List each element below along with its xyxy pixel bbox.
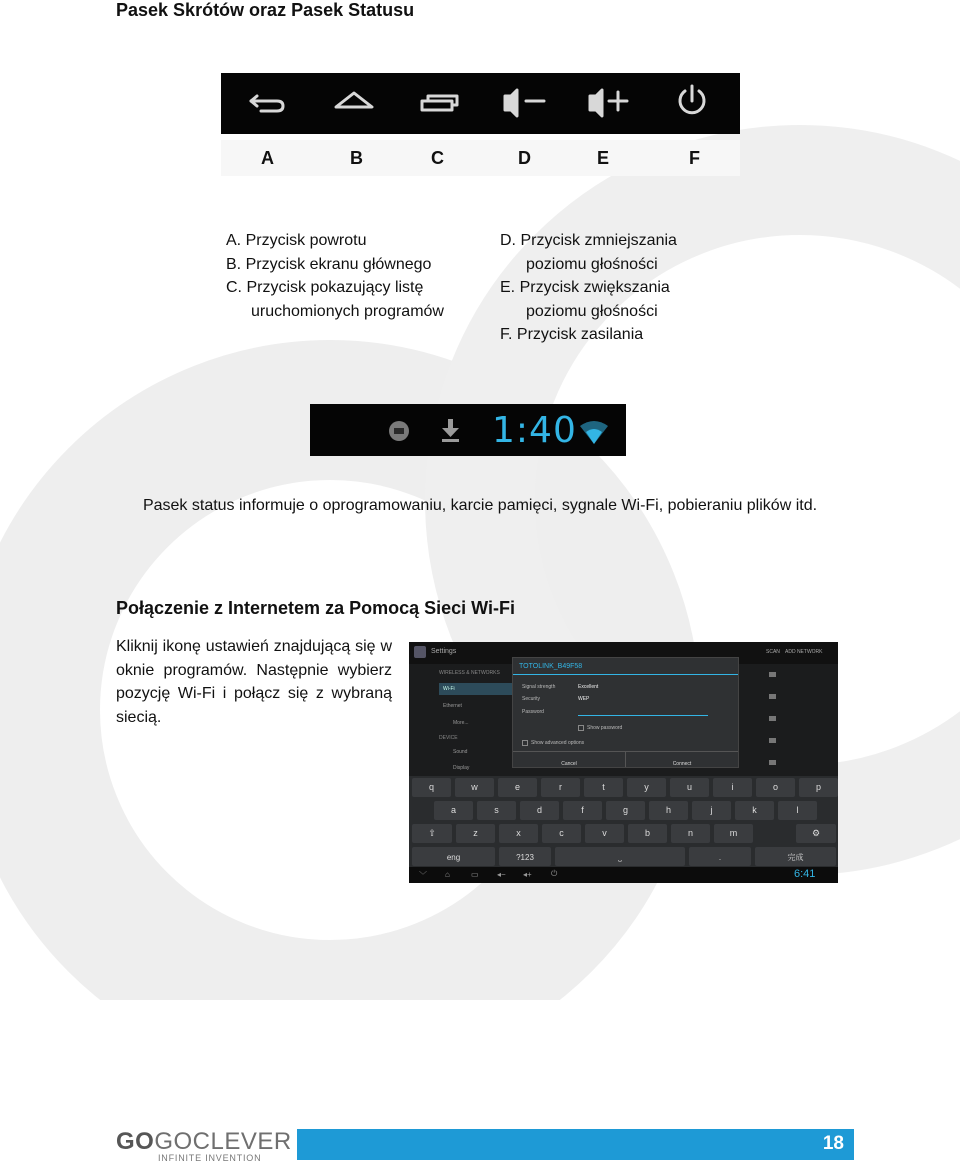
system-clock: 6:41 xyxy=(794,868,816,880)
letter-e: E xyxy=(597,148,610,168)
wifi-signal-icon xyxy=(769,716,776,721)
legend-item-d-cont: poziomu głośności xyxy=(526,255,658,273)
settings-sidebar xyxy=(439,670,521,773)
show-password-checkbox[interactable] xyxy=(578,725,584,731)
show-advanced-checkbox[interactable] xyxy=(522,740,528,746)
keyboard-hide-icon[interactable]: ﹀ xyxy=(419,871,427,880)
status-clock: 1:40 xyxy=(492,410,577,451)
sidebar-item-ethernet[interactable]: Ethernet xyxy=(443,703,462,709)
legend-item-a: A. Przycisk powrotu xyxy=(226,232,367,249)
volume-down-icon xyxy=(505,90,544,116)
wifi-connect-dialog xyxy=(512,657,739,768)
show-password-label: Show password xyxy=(587,725,623,731)
dialog-title-divider xyxy=(513,674,738,675)
key-k[interactable]: k xyxy=(735,801,774,820)
space-key[interactable]: ⎵ xyxy=(555,847,685,866)
letter-a: A xyxy=(261,148,274,168)
download-icon xyxy=(442,419,459,442)
wifi-icon xyxy=(580,421,608,444)
sidebar-item-display[interactable]: Display xyxy=(453,765,470,771)
legend-item-c-cont: uruchomionych programów xyxy=(251,302,444,320)
scan-action[interactable]: SCAN xyxy=(766,649,780,655)
letter-d: D xyxy=(518,148,531,168)
legend-item-e: E. Przycisk zwiększania xyxy=(500,279,670,296)
legend-item-e-cont: poziomu głośności xyxy=(526,302,658,320)
home-icon xyxy=(336,93,372,107)
section-heading-wifi: Połączenie z Internetem za Pomocą Sieci Wi-Fi xyxy=(116,598,515,618)
on-screen-keyboard xyxy=(409,776,838,867)
sidebar-item-wifi[interactable]: Wi-Fi xyxy=(439,683,521,695)
recent-apps-icon xyxy=(422,96,457,110)
cancel-button[interactable]: Cancel xyxy=(513,752,626,767)
system-bar xyxy=(409,867,838,883)
key-b[interactable]: b xyxy=(628,824,667,843)
key-a[interactable]: a xyxy=(434,801,473,820)
key-m[interactable]: m xyxy=(714,824,753,843)
key-q[interactable]: q xyxy=(412,778,451,797)
legend-item-d: D. Przycisk zmniejszania xyxy=(500,232,677,249)
key-x[interactable]: x xyxy=(499,824,538,843)
wifi-settings-screenshot xyxy=(409,642,838,883)
button-letter-labels xyxy=(221,140,740,176)
key-g[interactable]: g xyxy=(606,801,645,820)
signal-strength-value: Excellent xyxy=(578,684,599,690)
lang-key[interactable]: eng xyxy=(412,847,495,866)
key-s[interactable]: s xyxy=(477,801,516,820)
volume-up-icon[interactable]: ◂+ xyxy=(523,870,532,879)
key-z[interactable]: z xyxy=(456,824,495,843)
key-r[interactable]: r xyxy=(541,778,580,797)
wifi-signal-icon xyxy=(769,760,776,765)
shift-key[interactable]: ⇧ xyxy=(412,824,452,843)
recent-apps-icon[interactable]: ▭ xyxy=(471,870,479,879)
power-icon[interactable]: ⏻ xyxy=(551,869,558,878)
sidebar-section-wireless: WIRELESS & NETWORKS xyxy=(439,670,500,676)
password-field[interactable] xyxy=(578,715,708,716)
key-d[interactable]: d xyxy=(520,801,559,820)
key-v[interactable]: v xyxy=(585,824,624,843)
key-i[interactable]: i xyxy=(713,778,752,797)
key-p[interactable]: p xyxy=(799,778,838,797)
letter-b: B xyxy=(350,148,363,168)
letter-f: F xyxy=(689,148,700,168)
signal-strength-label: Signal strength xyxy=(522,684,556,690)
key-j[interactable]: j xyxy=(692,801,731,820)
status-bar-image xyxy=(310,404,626,456)
volume-up-icon xyxy=(590,90,627,116)
logo-go: GO xyxy=(116,1128,155,1155)
key-c[interactable]: c xyxy=(542,824,581,843)
password-label: Password xyxy=(522,709,544,715)
logo-brand: GOCLEVER xyxy=(154,1128,292,1155)
logo-tagline: INFINITE INVENTION xyxy=(158,1153,262,1163)
key-h[interactable]: h xyxy=(649,801,688,820)
settings-icon xyxy=(414,646,426,658)
key-n[interactable]: n xyxy=(671,824,710,843)
wifi-signal-icon xyxy=(769,694,776,699)
page-number: 18 xyxy=(822,1133,844,1154)
key-e[interactable]: e xyxy=(498,778,537,797)
symbols-key[interactable]: ?123 xyxy=(499,847,551,866)
wifi-instructions: Kliknij ikonę ustawień znajdującą się w oknie programów. Następnie wybierz pozycję Wi-Fi i połącz się z wybraną siecią. xyxy=(116,638,392,726)
show-advanced-label: Show advanced options xyxy=(531,740,585,746)
connect-button[interactable]: Connect xyxy=(672,761,692,767)
key-f[interactable]: f xyxy=(563,801,602,820)
sidebar-item-sound[interactable]: Sound xyxy=(453,749,468,755)
sidebar-section-device: DEVICE xyxy=(439,735,458,741)
legend-left xyxy=(226,229,444,323)
key-l[interactable]: l xyxy=(778,801,817,820)
wifi-signal-icon xyxy=(769,738,776,743)
settings-key[interactable]: ⚙ xyxy=(796,824,836,843)
home-icon[interactable]: ⌂ xyxy=(445,870,450,879)
key-t[interactable]: t xyxy=(584,778,623,797)
add-network-action[interactable]: ADD NETWORK xyxy=(785,649,823,655)
status-bar-description: Pasek status informuje o oprogramowaniu, karcie pamięci, sygnale Wi-Fi, pobieraniu plików itd. xyxy=(142,497,818,514)
power-icon xyxy=(680,86,704,113)
usb-debug-icon xyxy=(389,421,409,441)
wifi-signal-icon xyxy=(769,672,776,677)
legend-right xyxy=(500,229,677,347)
key-y[interactable]: y xyxy=(627,778,666,797)
section-heading-shortcut-bar: Pasek Skrótów oraz Pasek Statusu xyxy=(116,0,415,20)
dialog-title: TOTOLINK_B49F58 xyxy=(519,663,583,670)
period-key[interactable]: . xyxy=(689,847,751,866)
security-value: WEP xyxy=(578,696,590,702)
key-w[interactable]: w xyxy=(455,778,494,797)
legend-item-f: F. Przycisk zasilania xyxy=(500,326,644,343)
security-label: Security xyxy=(522,696,541,702)
sidebar-item-more[interactable]: More... xyxy=(453,720,469,726)
key-o[interactable]: o xyxy=(756,778,795,797)
settings-title: Settings xyxy=(431,648,457,655)
letter-c: C xyxy=(431,148,444,168)
footer-bar xyxy=(297,1129,854,1160)
goclever-logo xyxy=(116,1128,292,1163)
done-key[interactable]: 完成 xyxy=(755,847,836,866)
back-arrow-icon xyxy=(251,96,283,111)
legend-item-c: C. Przycisk pokazujący listę xyxy=(226,279,424,296)
navigation-bar-image xyxy=(221,73,740,134)
volume-down-icon[interactable]: ◂− xyxy=(497,870,506,879)
key-u[interactable]: u xyxy=(670,778,709,797)
legend-item-b: B. Przycisk ekranu głównego xyxy=(226,255,432,273)
wifi-list-signal-icons xyxy=(767,672,783,772)
